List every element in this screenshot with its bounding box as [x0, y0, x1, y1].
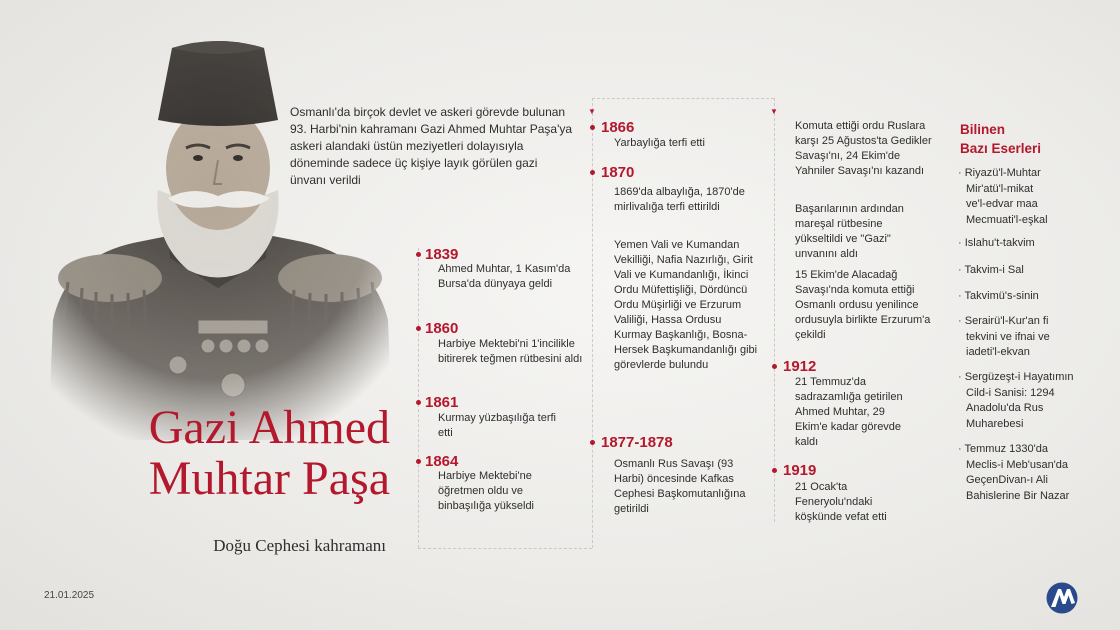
timeline-text: Yemen Vali ve Kumandan Vekilliği, Nafia Nazırlığı, Girit Vali ve Kumandanlığı, İkinci Ordu Müfettişliği, Dördüncü Ordu Müşirliği ve Erzurum Valiliği, Hassa Ordusu Kurmay Başkanlığı, Bosna-Hersek Başkumandanlığı gibi görevlerde bulundu	[614, 239, 758, 371]
timeline-text: Ahmed Muhtar, 1 Kasım'da Bursa'da dünyaya geldi	[438, 263, 571, 290]
timeline-year: 1877-1878	[601, 434, 673, 451]
timeline-dot	[590, 440, 595, 445]
work-item-text: Islahu't-takvim	[964, 237, 1035, 249]
timeline-text: 1869'da albaylığa, 1870'de mirlivalığa terfi ettirildi	[614, 186, 745, 213]
timeline-text: 21 Ocak'ta Feneryolu'ndaki köşkünde vefat etti	[795, 481, 887, 523]
work-item-text: GeçenDivan-ı Ali	[966, 474, 1048, 486]
timeline-text: Komuta ettiği ordu Ruslara karşı 25 Ağustos'ta Gedikler Savaşı'nı, 24 Ekim'de Yahniler Savaşı'nı kazandı	[795, 120, 932, 177]
timeline-year: 1919	[783, 462, 817, 479]
timeline-year: 1864	[425, 453, 459, 470]
work-item-text: Riyazü'l-Muhtar	[964, 167, 1041, 179]
work-item-text: Anadolu'da Rus	[966, 402, 1044, 414]
timeline-year: 1870	[601, 164, 635, 181]
timeline-text: Başarılarının ardından mareşal rütbesine yükseltildi ve "Gazi" unvanını aldı	[795, 203, 904, 260]
timeline-line-2	[592, 98, 593, 548]
work-item: · Serairü'l-Kur'an fi tekvini ve ifnai ve iadeti'l-ekvan	[958, 314, 1050, 361]
timeline-dot	[416, 326, 421, 331]
timeline-text: Kurmay yüzbaşılığa terfi etti	[438, 412, 556, 439]
timeline-dot	[416, 459, 421, 464]
work-item-text: Mecmuati'l-eşkal	[966, 213, 1048, 226]
timeline-dot	[590, 170, 595, 175]
timeline-year: 1861	[425, 394, 459, 411]
arrow-down-icon: ▼	[770, 107, 778, 116]
work-item: · Sergüzeşt-i Hayatımın Cild-i Sanisi: 1294 Anadolu'da Rus Muharebesi	[958, 370, 1074, 432]
work-item-text: tekvini ve ifnai ve	[966, 330, 1050, 343]
aa-logo-icon	[1046, 582, 1078, 614]
publish-date: 21.01.2025	[44, 590, 95, 601]
work-item-text: Temmuz 1330'da	[964, 443, 1048, 455]
timeline-text: Harbiye Mektebi'ni 1'incilikle bitirerek teğmen rütbesini aldı	[438, 338, 583, 365]
timeline-text: Harbiye Mektebi'ne öğretmen oldu ve binbaşılığa yükseldi	[438, 470, 535, 512]
timeline-dot	[772, 468, 777, 473]
timeline-year: 1860	[425, 320, 459, 337]
work-item-text: ve'l-edvar maa	[966, 198, 1038, 210]
work-item: · Takvimü's-sinin	[958, 290, 1039, 302]
timeline-year: 1912	[783, 358, 817, 375]
work-item-text: Muharebesi	[966, 417, 1024, 430]
timeline-text: Osmanlı Rus Savaşı (93 Harbi) öncesinde Kafkas Cephesi Başkomutanlığına getirildi	[614, 458, 746, 515]
timeline-year: 1839	[425, 246, 459, 263]
work-item-text: Bahislerine Bir Nazar	[966, 489, 1070, 502]
timeline-connector-1	[418, 548, 592, 549]
portrait-illustration	[28, 20, 408, 440]
work-item: · Takvim-i Sal	[958, 264, 1024, 276]
timeline-text: 21 Temmuz'da sadrazamlığa getirilen Ahmed Muhtar, 29 Ekim'e kadar görevde kaldı	[795, 376, 903, 448]
timeline-year: 1866	[601, 119, 635, 136]
work-item: · Riyazü'l-Muhtar Mir'atü'l-mikat ve'l-edvar maa Mecmuati'l-eşkal	[958, 166, 1048, 228]
work-item-text: Sergüzeşt-i Hayatımın	[964, 371, 1074, 383]
title-line-1: Gazi Ahmed	[148, 401, 390, 454]
page-title	[40, 402, 390, 504]
works-heading-line-2: Bazı Eserleri	[960, 141, 1042, 156]
timeline-dot	[416, 252, 421, 257]
timeline-dot	[590, 125, 595, 130]
title-line-2: Muhtar Paşa	[148, 452, 390, 505]
timeline-connector-2	[592, 98, 774, 99]
works-heading	[960, 120, 1041, 158]
work-item-text: iadeti'l-ekvan	[966, 346, 1030, 358]
arrow-down-icon: ▼	[588, 107, 596, 116]
subtitle: Doğu Cephesi kahramanı	[213, 536, 386, 555]
timeline-text: 15 Ekim'de Alacadağ Savaşı'nda komuta ettiği Osmanlı ordusu yenilince ordusuyla birlikte Erzurum'a çekildi	[795, 269, 931, 341]
timeline-dot	[416, 400, 421, 405]
work-item-text: Takvimü's-sinin	[964, 290, 1039, 302]
works-heading-line-1: Bilinen	[960, 122, 1006, 137]
intro-paragraph: Osmanlı'da birçok devlet ve askeri görevde bulunan 93. Harbi'nin kahramanı Gazi Ahmed Muhtar Paşa'ya askeri alandaki üstün meziyetleri dolayısıyla döneminde sadece üç kişiye layık görülen gazi ünvanı verildi	[290, 105, 573, 187]
work-item: · Islahu't-takvim	[958, 237, 1035, 249]
timeline-dot	[772, 364, 777, 369]
work-item-text: Meclis-i Meb'usan'da	[966, 458, 1069, 471]
timeline-line-3	[774, 98, 775, 522]
work-item-text: Serairü'l-Kur'an fi	[964, 315, 1049, 327]
work-item: · Temmuz 1330'da Meclis-i Meb'usan'da GeçenDivan-ı Ali Bahislerine Bir Nazar	[958, 442, 1069, 504]
work-item-text: Takvim-i Sal	[964, 264, 1024, 276]
timeline-text: Yarbaylığa terfi etti	[614, 137, 705, 149]
work-item-text: Mir'atü'l-mikat	[966, 182, 1034, 195]
work-item-text: Cild-i Sanisi: 1294	[966, 386, 1055, 399]
timeline-line-1	[418, 248, 419, 548]
